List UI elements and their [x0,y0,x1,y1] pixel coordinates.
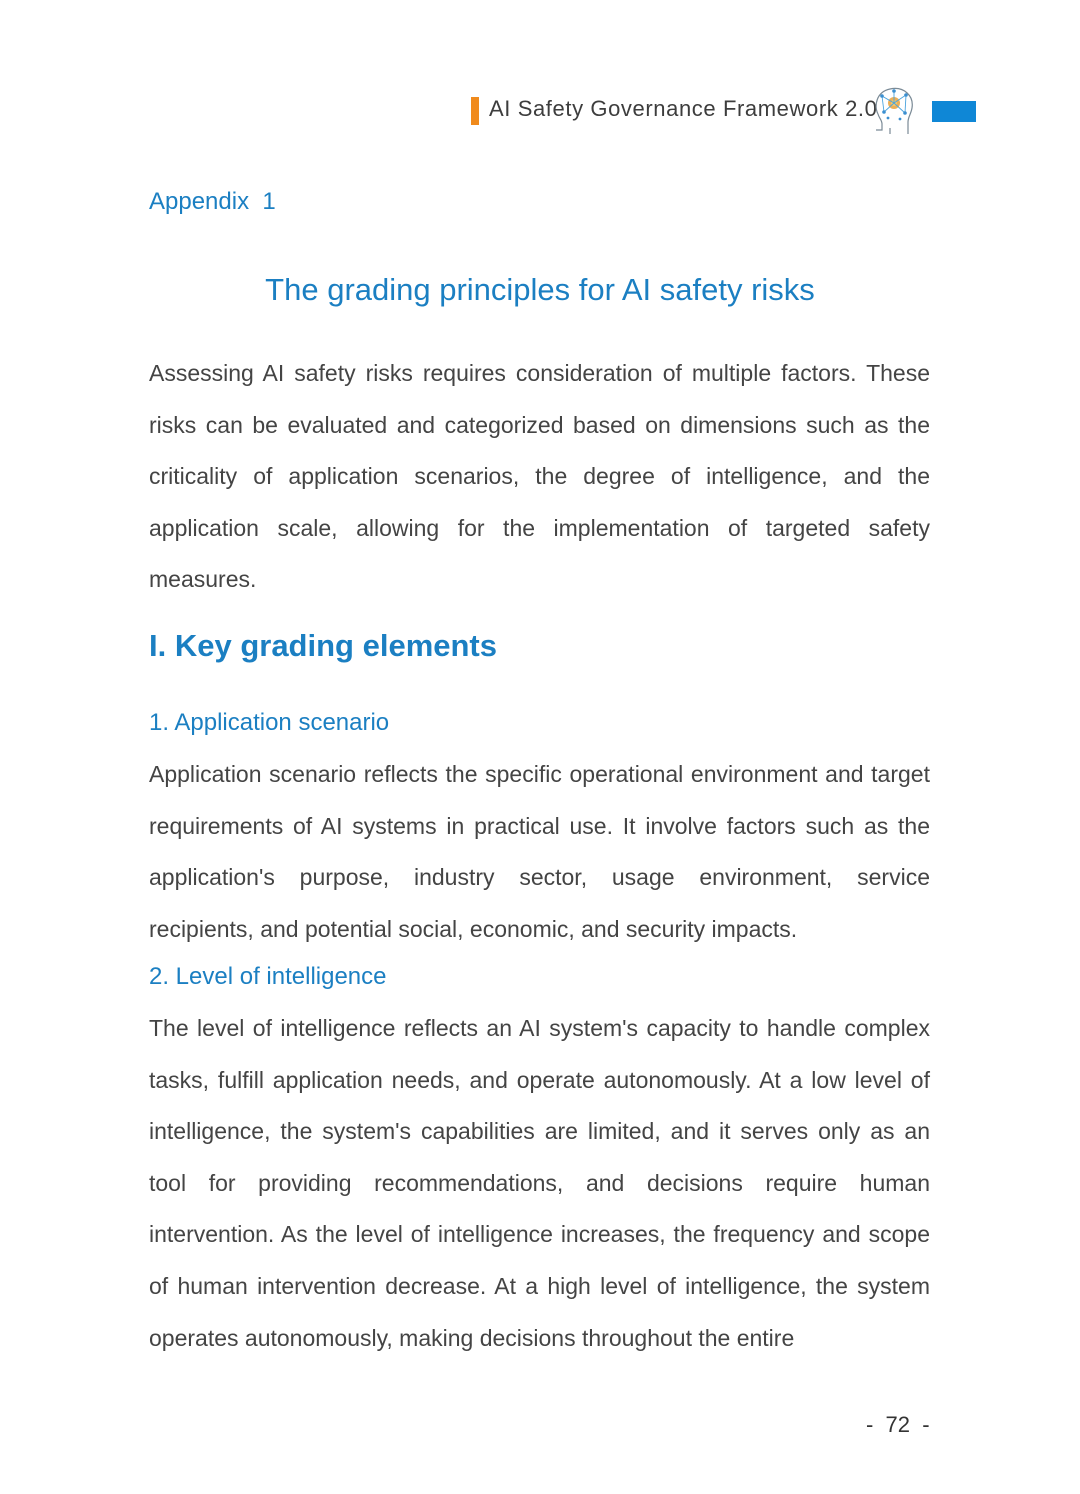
page-number: - 72 - [866,1412,930,1437]
subsection-paragraph-level-of-intelligence: The level of intelligence reflects an AI system's capacity to handle complex tasks, fulfill application needs, and operate autonomously. At a low level of intelligence, the system's capabilities are limited, and it serves only as an tool for providing recommendations, and decisions require human intervention. As the level of intelligence increases, the frequency and scope of human intervention decrease. At a high level of intelligence, the system operates autonomously, making decisions throughout the entire [149,1015,930,1351]
page-header [0,84,1080,136]
subsection-heading-level-of-intelligence: 2. Level of intelligence [149,963,387,990]
subsection-paragraph-application-scenario: Application scenario reflects the specific operational environment and target requirements of AI systems in practical use. It involve factors such as the application's purpose, industry sector, usage environment, service recipients, and potential social, economic, and security impacts. [149,761,930,942]
subsection-heading-application-scenario: 1. Application scenario [149,709,390,736]
page-title: The grading principles for AI safety risks [265,272,815,307]
section-heading: I. Key grading elements [149,628,497,663]
ai-head-icon [868,84,918,136]
header-blue-bar [932,101,976,122]
header-accent-bar [471,97,479,125]
appendix-label: Appendix 1 [149,188,276,215]
intro-paragraph: Assessing AI safety risks requires consideration of multiple factors. These risks can be evaluated and categorized based on dimensions such as the criticality of application scenarios, the degree of intelligence, and the application scale, allowing for the implementation of targeted safety measures. [149,360,930,593]
header-title: AI Safety Governance Framework 2.0 [489,96,878,121]
